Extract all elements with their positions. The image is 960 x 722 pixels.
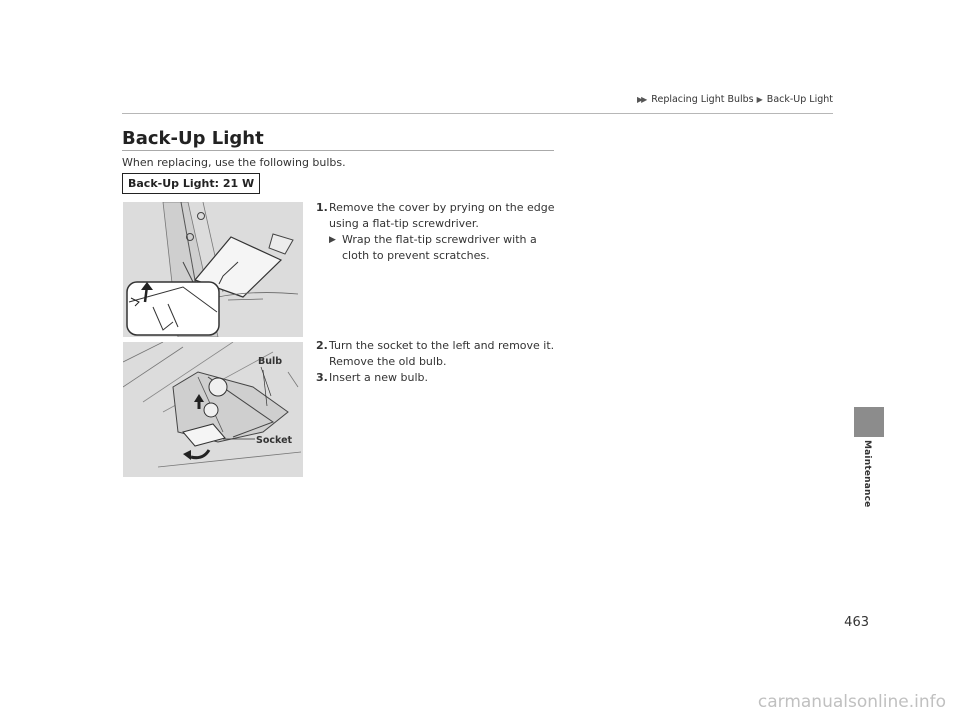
note-arrow-icon: ▶ [329, 235, 334, 245]
socket-callout-label: Socket [256, 435, 293, 446]
cover-removal-illustration [123, 202, 303, 337]
breadcrumb-item-page[interactable]: Back-Up Light [766, 94, 833, 105]
breadcrumb [637, 94, 833, 105]
step-text: Insert a new bulb. [329, 371, 429, 384]
cover-removal-drawing [123, 202, 303, 337]
socket-removal-illustration [123, 342, 303, 477]
step-2 [316, 338, 556, 370]
step-text: Turn the socket to the left and remove it. Remove the old bulb. [329, 339, 555, 368]
title-divider [122, 150, 554, 151]
header-divider [122, 113, 833, 114]
instruction-steps [316, 200, 556, 386]
page-number: 463 [844, 615, 869, 630]
section-tab-marker [854, 407, 884, 437]
watermark-text: carmanualsonline.info [757, 692, 946, 712]
step-1 [316, 200, 556, 232]
step-1-note [316, 232, 556, 264]
step-3 [316, 370, 556, 386]
breadcrumb-item-section[interactable]: Replacing Light Bulbs [651, 94, 754, 105]
breadcrumb-arrow-icon: ▶ [756, 95, 761, 104]
section-tab-label: Maintenance [862, 440, 872, 508]
note-text: Wrap the flat-tip screwdriver with a cloth to prevent scratches. [342, 233, 537, 262]
step-number: 3. [316, 371, 328, 384]
step-number: 1. [316, 201, 328, 214]
bulb-callout-label: Bulb [258, 356, 283, 367]
bulb-spec-box: Back-Up Light: 21 W [122, 173, 260, 194]
intro-text: When replacing, use the following bulbs. [122, 156, 346, 169]
step-number: 2. [316, 339, 328, 352]
page-title: Back-Up Light [122, 128, 264, 149]
breadcrumb-arrow-icon: ▶▶ [636, 95, 646, 104]
step-text: Remove the cover by prying on the edge using a flat-tip screwdriver. [329, 201, 555, 230]
